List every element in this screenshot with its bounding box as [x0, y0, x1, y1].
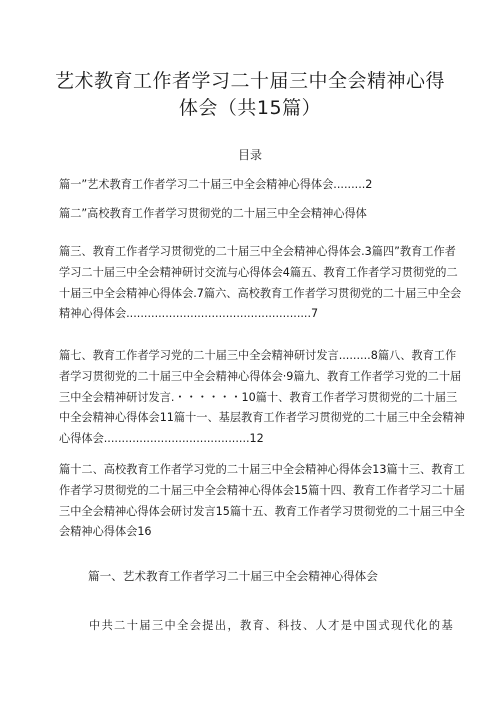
document-title-line-1: 艺术教育工作者学习二十届三中全会精神心得 [54, 70, 445, 92]
section-heading: 篇一、艺术教育工作者学习二十届三中全会精神心得体会 [88, 569, 378, 583]
toc-entries-12-15[interactable]: 篇十二、高校教育工作者学习党的二十届三中全会精神心得体会13篇十三、教育工作者学习贯彻党的二十届三中全会精神心得体会15篇十四、教育工作者学习二十届三中全会精神心得体会研讨发言15篇十五、教育工作者学习贯彻党的二十届三中全会精神心得体会16 [59, 463, 465, 539]
body-paragraph: 中共二十届三中全会提出，教育、科技、人才是中国式现代化的基 [89, 619, 455, 632]
toc-entry-2[interactable]: 篇二”高校教育工作者学习贯彻党的二十届三中全会精神心得体 [59, 207, 367, 220]
toc-heading: 目录 [237, 148, 262, 162]
toc-entry-1[interactable]: 篇一”艺术教育工作者学习二十届三中全会精神心得体会.........2 [59, 178, 373, 191]
toc-entries-3-6[interactable]: 篇三、教育工作者学习贯彻党的二十届三中全会精神心得体会.3篇四”教育工作者学习二十届三中全会精神研讨交流与心得体会4篇五、教育工作者学习贯彻党的二十届三中全会精神心得体会.7篇六、高校教育工作者学习贯彻党的二十届三中全会精神心得体会....................................................7 [59, 245, 462, 321]
document-title-line-2: 体会（共15篇） [178, 97, 322, 119]
toc-entries-7-11[interactable]: 篇七、教育工作者学习党的二十届三中全会精神研讨发言.........8篇八、教育工作者学习贯彻党的二十届三中全会精神心得体会·9篇九、教育工作者学习党的二十届三中全会精神研讨发言.・・・・・・10篇十、教育工作者学习贯彻党的二十届三中全会精神心得体会11篇十一、基层教育工作者学习贯彻党的二十届三中全会精神心得体会.........................................12 [59, 349, 465, 446]
